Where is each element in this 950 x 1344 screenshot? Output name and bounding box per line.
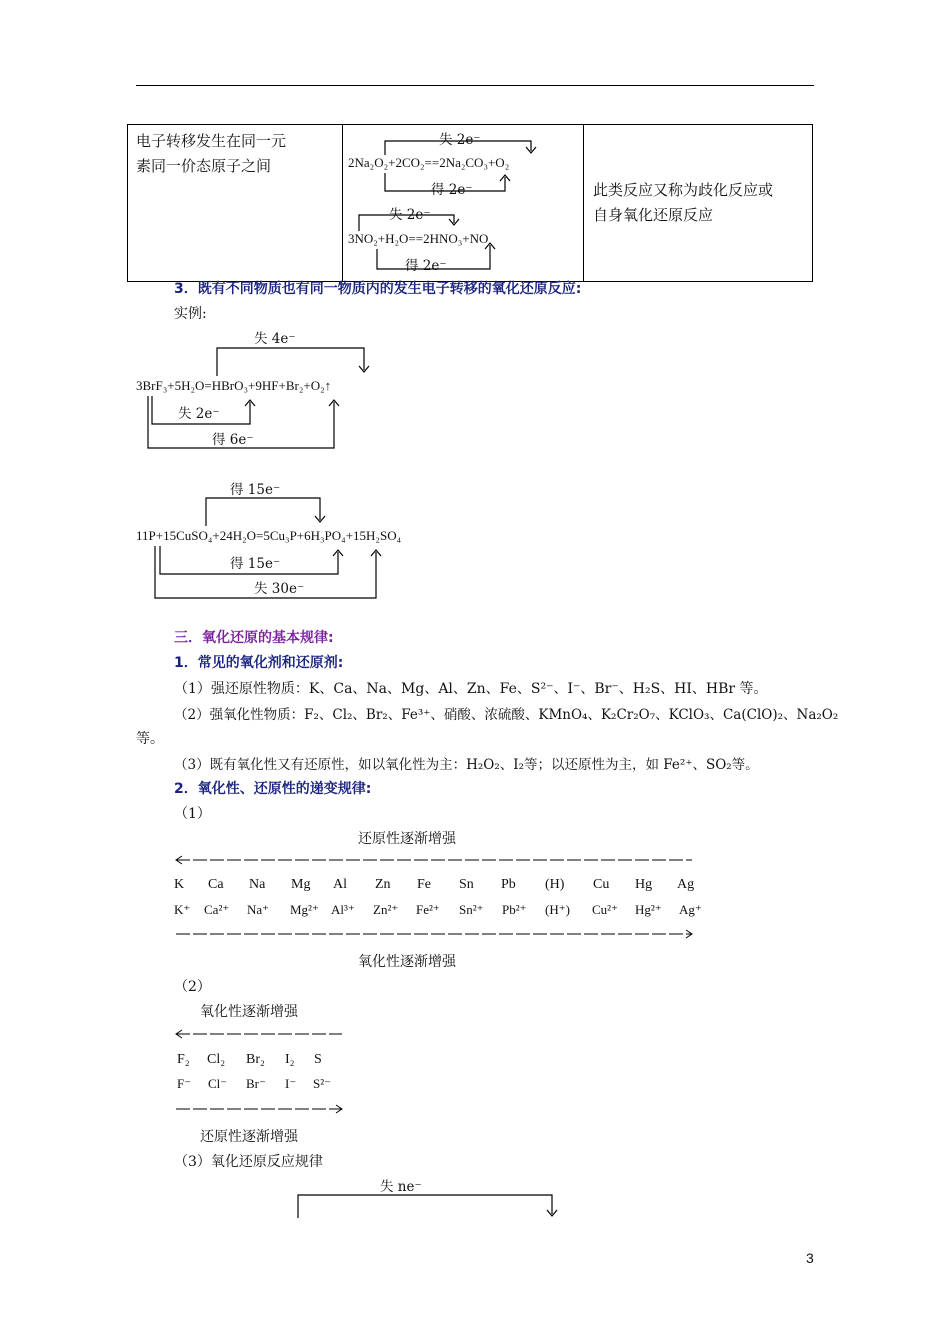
part3-heading: 三．氧化还原的基本规律: — [174, 630, 334, 646]
item-strong-oxidizers: （2）强氧化性物质：F₂、Cl₂、Br₂、Fe³⁺、硝酸、浓硫酸、KMnO₄、K₂Cr₂O₇、KClO₃、Ca(ClO)₂、Na₂O₂ — [174, 707, 839, 723]
metal-hg: Hg — [635, 877, 653, 892]
lose-ne-label: 失 ne⁻ — [380, 1179, 422, 1195]
metal-na: Na — [249, 877, 266, 892]
metal-fe: Fe — [417, 877, 431, 892]
halogen-i2: I₂ — [285, 1052, 295, 1067]
oxidizing-increase-label: 氧化性逐渐增强 — [358, 954, 456, 970]
metal-ag: Ag — [677, 877, 695, 892]
ex2-lose-label: 失 30e⁻ — [254, 581, 305, 597]
ion-ag: Ag⁺ — [679, 902, 702, 917]
eq2-lose-label: 失 2e⁻ — [389, 207, 431, 223]
ex1-equation: 3BrF₃+5H₂O=HBrO₃+9HF+Br₂+O₂↑ — [136, 378, 332, 393]
part3-sub2: 2．氧化性、还原性的递变规律: — [174, 781, 372, 797]
ion-h: (H⁺) — [545, 902, 570, 917]
metal-h: (H) — [545, 877, 565, 892]
ion-f: F⁻ — [177, 1076, 192, 1091]
ex1-gain-label: 得 6e⁻ — [212, 432, 254, 448]
eq2-gain-label: 得 2e⁻ — [405, 258, 447, 274]
metal-k: K — [174, 877, 185, 892]
metal-zn: Zn — [375, 877, 391, 892]
ion-i: I⁻ — [285, 1076, 297, 1091]
example-label: 实例: — [174, 306, 207, 322]
ex2-gain-bottom-label: 得 15e⁻ — [230, 556, 281, 572]
ion-zn: Zn²⁺ — [373, 902, 399, 917]
ion-hg: Hg²⁺ — [635, 902, 662, 917]
ex1-lose-label: 失 4e⁻ — [254, 331, 296, 347]
note-line-2: 自身氧化还原反应 — [593, 206, 714, 224]
eq1-equation: 2Na₂O₂+2CO₂==2Na₂CO₃+O₂ — [348, 155, 510, 170]
description-line-2: 素同一价态原子之间 — [136, 157, 272, 175]
eq2-equation: 3NO₂+H₂O==2HNO₃+NO — [348, 231, 489, 246]
ion-pb: Pb²⁺ — [502, 902, 527, 917]
item-strong-reducers: （1）强还原性物质：K、Ca、Na、Mg、Al、Zn、Fe、S²⁻、I⁻、Br⁻、H₂S、HI、HBr 等。 — [174, 681, 768, 697]
halogen-s: S — [314, 1052, 322, 1067]
item-strong-oxidizers-end: 等。 — [136, 731, 164, 747]
ex2-gain-top-label: 得 15e⁻ — [230, 482, 281, 498]
ion-al: Al³⁺ — [331, 902, 355, 917]
ion-cl: Cl⁻ — [208, 1076, 228, 1091]
eq1-gain-label: 得 2e⁻ — [431, 182, 473, 198]
note-line-1: 此类反应又称为歧化反应或 — [593, 181, 774, 199]
item-both-properties: （3）既有氧化性又有还原性，如以氧化性为主：H₂O₂、I₂等；以还原性为主，如 Fe²⁺、SO₂等。 — [174, 757, 759, 773]
ion-ca: Ca²⁺ — [204, 902, 230, 917]
p3-label: （3）氧化还原反应规律 — [174, 1154, 323, 1170]
reducing-increase-label: 还原性逐渐增强 — [358, 831, 456, 847]
reducing-increase2-label: 还原性逐渐增强 — [200, 1129, 298, 1145]
part3-sub1: 1．常见的氧化剂和还原剂: — [174, 655, 344, 671]
page-number: 3 — [806, 1250, 814, 1266]
ion-sn: Sn²⁺ — [459, 902, 484, 917]
section3-heading: 3．既有不同物质也有同一物质内的发生电子转移的氧化还原反应: — [174, 281, 582, 297]
p2-label: （2） — [174, 979, 211, 995]
halogen-f2: F₂ — [177, 1052, 190, 1067]
metal-mg: Mg — [291, 877, 311, 892]
metal-cu: Cu — [593, 877, 610, 892]
ion-fe: Fe²⁺ — [416, 902, 440, 917]
halogen-br2: Br₂ — [246, 1052, 265, 1067]
oxidizing-increase2-label: 氧化性逐渐增强 — [200, 1004, 298, 1020]
ion-k: K⁺ — [174, 902, 191, 917]
ion-na: Na⁺ — [247, 902, 270, 917]
metal-sn: Sn — [459, 877, 474, 892]
metal-pb: Pb — [501, 877, 516, 892]
description-line-1: 电子转移发生在同一元 — [136, 132, 287, 150]
ex2-equation: 11P+15CuSO₄+24H₂O=5Cu₃P+6H₃PO₄+15H₂SO₄ — [136, 528, 402, 543]
p1-label: （1） — [174, 806, 211, 822]
ion-s: S²⁻ — [313, 1076, 331, 1091]
eq1-lose-label: 失 2e⁻ — [439, 132, 481, 148]
ion-br: Br⁻ — [246, 1076, 266, 1091]
halogen-cl2: Cl₂ — [207, 1052, 226, 1067]
ion-mg: Mg²⁺ — [290, 902, 319, 917]
metal-ca: Ca — [208, 877, 224, 892]
metal-al: Al — [333, 877, 347, 892]
ion-cu: Cu²⁺ — [592, 902, 618, 917]
ex1-lose2-label: 失 2e⁻ — [178, 406, 220, 422]
